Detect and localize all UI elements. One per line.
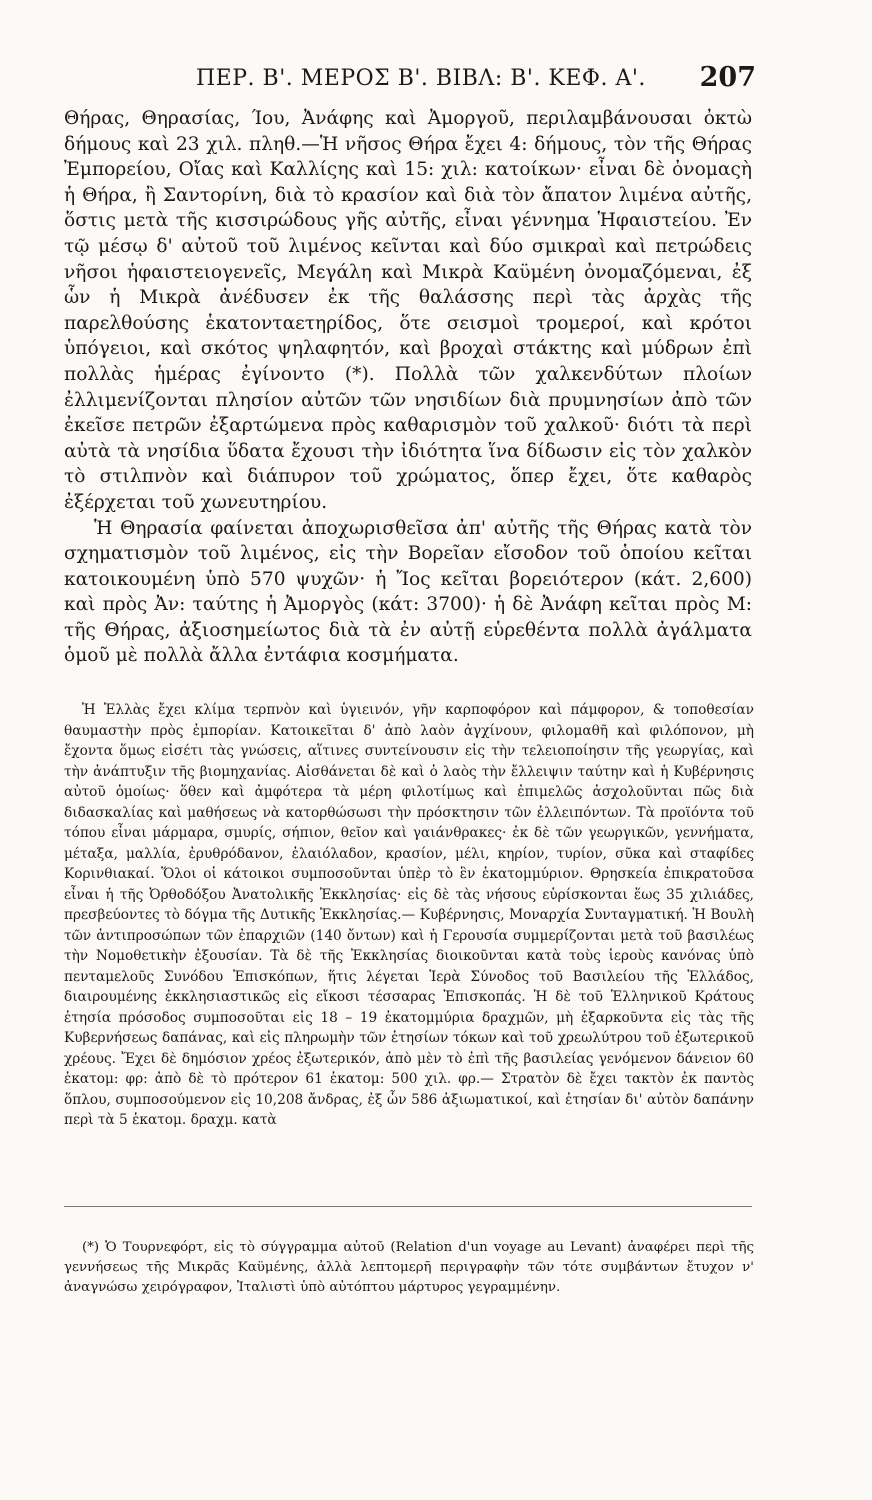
footnote-divider (64, 1206, 752, 1207)
footnote (64, 1238, 754, 1297)
small-print-paragraph: Ἡ Ἑλλὰς ἔχει κλίμα τερπνὸν καὶ ὑγιεινόν, γῆν καρποφόρον καὶ πάμφορον, & τοποθεσίαν θαυμαστὴν πρὸς ἐμπορίαν. Κατοικεῖται δ' ἀπὸ λαὸν ἀγχίνουν, φιλομαθῆ καὶ φιλόπονον, μὴ ἔχοντα ὅμως εἰσέτι τὰς γνώσεις, αἵτινες συντείνουσιν εἰς τὴν τελειοποίησιν τῆς γεωργίας, καὶ τὴν ἀνάπτυξιν τῆς βιομηχανίας. Αἰσθάνεται δὲ καὶ ὁ λαὸς τὴν ἔλλειψιν ταύτην καὶ ἡ Κυβέρνησις αὐτοῦ ὁμοίως· ὅθεν καὶ ἀμφότερα τὰ μέρη φιλοτίμως καὶ ἐπιμελῶς ἀσχολοῦνται πῶς διὰ διδασκαλίας καὶ μαθήσεως νὰ κατορθώσωσι τὴν πρόσκτησιν τῶν ἐλλειπόντων. Τὰ προϊόντα τοῦ τόπου εἶναι μάρμαρα, σμυρίς, σήπιον, θεῖον καὶ γαιάνθρακες· ἐκ δὲ τῶν γεωργικῶν, γεννήματα, μέταξα, μαλλία, ἐρυθρόδανον, ἐλαιόλαδον, κρασίον, μέλι, κηρίον, τυρίον, σῦκα καὶ σταφίδες Κορινθιακαί. Ὅλοι οἱ κάτοικοι συμποσοῦνται ὑπὲρ τὸ ἓν ἑκατομμύριον. Θρησκεία ἐπικρατοῦσα εἶναι ἡ τῆς Ὀρθοδόξου Ἀνατολικῆς Ἐκκλησίας· εἰς δὲ τὰς νήσους εὑρίσκονται ἕως 35 χιλιάδες, πρεσβεύοντες τὸ δόγμα τῆς Δυτικῆς Ἐκκλησίας.— Κυβέρνησις, Μοναρχία Συνταγματική. Ἡ Βουλὴ τῶν ἀντιπροσώπων τῶν ἐπαρχιῶν (140 ὄντων) καὶ ἡ Γερουσία συμμερίζονται μετὰ τοῦ βασιλέως τὴν Νομοθετικὴν ἐξουσίαν. Τὰ δὲ τῆς Ἐκκλησίας διοικοῦνται κατὰ τοὺς ἱεροὺς κανόνας ὑπὸ πενταμελοῦς Συνόδου Ἐπισκόπων, ἥτις λέγεται Ἱερὰ Σύνοδος τοῦ Βασιλείου τῆς Ἑλλάδος, διαιρουμένης ἐκκλησιαστικῶς εἰς εἴκοσι τέσσαρας Ἐπισκοπάς. Ἡ δὲ τοῦ Ἑλληνικοῦ Κράτους ἐτησία πρόσοδος συμποσοῦται εἰς 18 – 19 ἑκατομμύρια δραχμῶν, μὴ ἐξαρκοῦντα εἰς τὰς τῆς Κυβερνήσεως δαπάνας, καὶ εἰς πληρωμὴν τῶν ἐτησίων τόκων καὶ τοῦ χρεωλύτρου τοῦ ἐξωτερικοῦ χρέους. Ἔχει δὲ δημόσιον χρέος ἐξωτερικόν, ἀπὸ μὲν τὸ ἐπὶ τῆς βασιλείας γενόμενον δάνειον 60 ἑκατομ: φρ: ἀπὸ δὲ τὸ πρότερον 61 ἑκατομ: 500 χιλ. φρ.— Στρατὸν δὲ ἔχει τακτὸν ἐκ παντὸς ὅπλου, συμποσούμενον εἰς 10,208 ἄνδρας, ἐξ ὧν 586 ἀξιωματικοί, καὶ ἐτησίαν δι' αὐτὸν δαπάνην περὶ τὰ 5 ἑκατομ. δραχμ. κατὰ (64, 702, 754, 1128)
footnote-text: (*) Ὁ Τουρνεφόρτ, εἰς τὸ σύγγραμμα αὐτοῦ (Relation d'un voyage au Levant) ἀναφέρει περὶ τῆς γεννήσεως τῆς Μικρᾶς Καϋμένης, ἀλλὰ λεπτομερῆ περιγραφὴν τῶν τότε συμβάντων ἔτυχον ν' ἀναγνώσω χειρόγραφον, Ἰταλιστὶ ὑπὸ αὐτόπτου μάρτυρος γεγραμμένην. (64, 1240, 754, 1295)
small-print-section (64, 700, 754, 1131)
page-number: 207 (699, 62, 756, 93)
main-paragraph-2: Ἡ Θηρασία φαίνεται ἀποχωρισθεῖσα ἀπ' αὐτῆς τῆς Θήρας κατὰ τὸν σχηματισμὸν τοῦ λιμένος, εἰς τὴν Βορεῖαν εἴσοδον τοῦ ὁποίου κεῖται κατοικουμένη ὑπὸ 570 ψυχῶν· ἡ Ἴος κεῖται βορειότερον (κάτ. 2,600) καὶ πρὸς Ἀν: ταύτης ἡ Ἀμοργὸς (κάτ: 3700)· ἡ δὲ Ἀνάφη κεῖται πρὸς Μ: τῆς Θήρας, ἀξιοσημείωτος διὰ τὰ ἐν αὐτῇ εὑρεθέντα πολλὰ ἀγάλματα ὁμοῦ μὲ πολλὰ ἄλλα ἐντάφια κοσμήματα. (64, 517, 752, 667)
page-header (108, 62, 756, 102)
main-paragraph-1: Θήρας, Θηρασίας, Ίου, Ἀνάφης καὶ Ἀμοργοῦ, περιλαμβάνουσαι ὀκτὼ δήμους καὶ 23 χιλ. πληθ.—Ἡ νῆσος Θήρα ἔχει 4: δήμους, τὸν τῆς Θήρας Ἐμπορείου, Οἴας καὶ Καλλίςης καὶ 15: χιλ: κατοίκων· εἶναι δὲ ὀνομαςὴ ἡ Θήρα, ἢ Σαντορίνη, διὰ τὸ κρασίον καὶ διὰ τὸν ἄπατον λιμένα αὐτῆς, ὅστις μετὰ τῆς κισσιρώδους γῆς αὐτῆς, εἶναι γέννημα Ἡφαιστείου. Ἐν τῷ μέσῳ δ' αὐτοῦ τοῦ λιμένος κεῖνται καὶ δύο σμικραὶ καὶ πετρώδεις νῆσοι ἡφαιστειογενεῖς, Μεγάλη καὶ Μικρὰ Καϋμένη ὀνομαζόμεναι, ἐξ ὧν ἡ Μικρὰ ἀνέδυσεν ἐκ τῆς θαλάσσης περὶ τὰς ἀρχὰς τῆς παρελθούσης ἑκατονταετηρίδος, ὅτε σεισμοὶ τρομεροί, καὶ κρότοι ὑπόγειοι, καὶ σκότος ψηλαφητόν, καὶ βροχαὶ στάκτης καὶ μύδρων ἐπὶ πολλὰς ἡμέρας ἐγίνοντο (*). Πολλὰ τῶν χαλκενδύτων πλοίων ἐλλιμενίζονται πλησίον αὐτῶν τῶν νησιδίων διὰ πρυμνησίων ἀπὸ τῶν ἐκεῖσε πετρῶν ἐξαρτώμενα πρὸς καθαρισμὸν τοῦ χαλκοῦ· διότι τὰ περὶ αὐτὰ τὰ νησίδια ὕδατα ἔχουσι τὴν ἰδιότητα ἵνα δίδωσιν εἰς τὸν χαλκὸν τὸ στιλπνὸν καὶ διάπυρον τοῦ χρώματος, ὅπερ ἔχει, ὅτε καθαρὸς ἐξέρχεται τοῦ χωνευτηρίου. (64, 108, 752, 513)
main-text (64, 106, 752, 669)
running-head: ΠΕΡ. Β'. ΜΕΡΟΣ Β'. ΒΙΒΛ: Β'. ΚΕΦ. Α'. (196, 66, 646, 91)
